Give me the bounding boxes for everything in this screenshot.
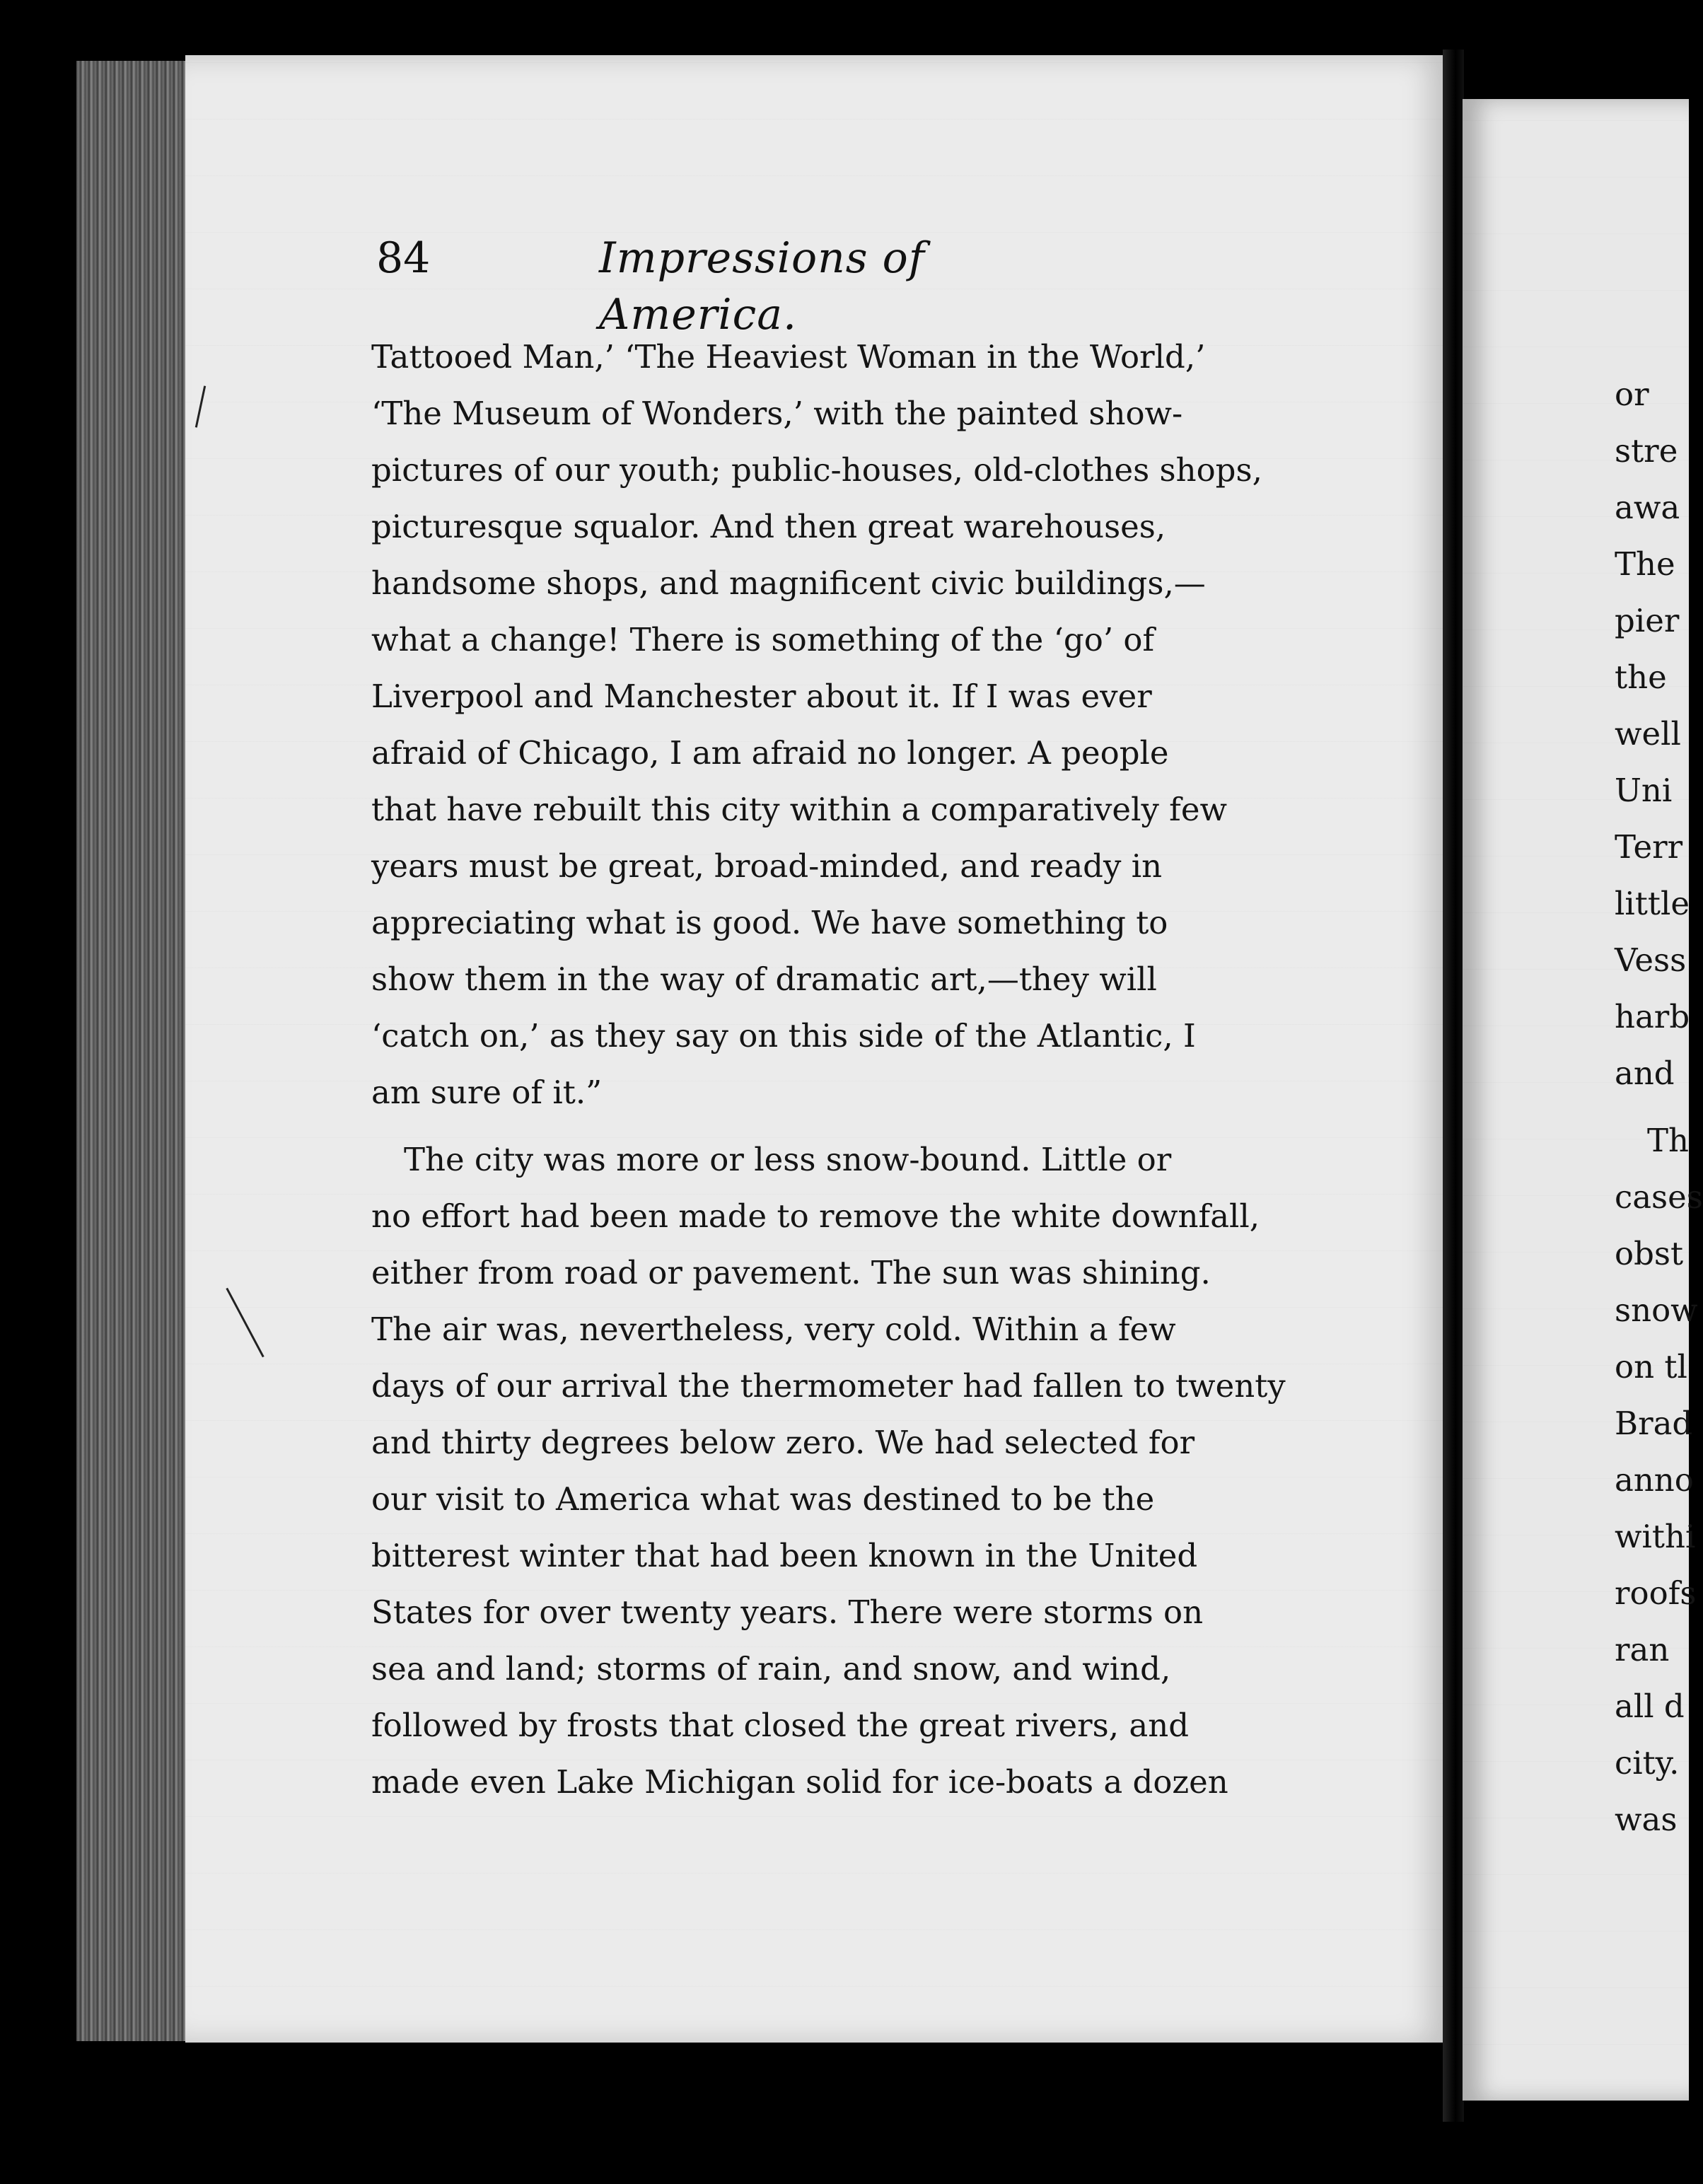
- text-line: harb: [1615, 998, 1690, 1035]
- text-line: stre: [1615, 432, 1678, 470]
- text-line: well: [1615, 715, 1681, 753]
- text-line: Terr: [1615, 828, 1683, 866]
- text-line: sea and land; storms of rain, and snow, and wind,: [371, 1650, 1171, 1688]
- text-line: Liverpool and Manchester about it. If I was ever: [371, 678, 1152, 715]
- text-line: pier: [1615, 602, 1680, 639]
- text-line: ‘catch on,’ as they say on this side of the Atlantic, I: [371, 1017, 1196, 1055]
- text-line: that have rebuilt this city within a comparatively few: [371, 791, 1227, 828]
- text-line: roofs: [1615, 1574, 1697, 1612]
- page-number: 84: [376, 233, 431, 283]
- text-line: either from road or pavement. The sun was shining.: [371, 1254, 1211, 1291]
- text-line: Brad: [1615, 1405, 1693, 1442]
- text-line: ‘The Museum of Wonders,’ with the painted show-: [371, 395, 1183, 432]
- text-line: obst: [1615, 1235, 1684, 1272]
- text-line: snow: [1615, 1291, 1698, 1329]
- text-line: Uni: [1615, 772, 1673, 809]
- text-line: our visit to America what was destined to be the: [371, 1480, 1155, 1518]
- text-line: Tattooed Man,’ ‘The Heaviest Woman in the World,’: [371, 338, 1206, 376]
- text-line: appreciating what is good. We have something to: [371, 904, 1168, 941]
- text-line: days of our arrival the thermometer had fallen to twenty: [371, 1367, 1286, 1405]
- text-line: no effort had been made to remove the white downfall,: [371, 1197, 1260, 1235]
- text-line: Vess: [1615, 941, 1687, 979]
- text-line: anno: [1615, 1461, 1694, 1499]
- text-line: awa: [1615, 489, 1680, 526]
- text-line: am sure of it.”: [371, 1074, 603, 1111]
- running-head: [376, 230, 1083, 339]
- text-line: what a change! There is something of the ‘go’ of: [371, 621, 1155, 658]
- text-line: show them in the way of dramatic art,—they will: [371, 960, 1157, 998]
- text-line: The air was, nevertheless, very cold. Within a few: [371, 1311, 1176, 1348]
- text-line: followed by frosts that closed the great rivers, and: [371, 1707, 1190, 1744]
- text-line: pictures of our youth; public-houses, old-clothes shops,: [371, 451, 1262, 489]
- text-line: the: [1615, 658, 1667, 696]
- text-line: or: [1615, 376, 1649, 413]
- text-line: little: [1615, 885, 1690, 922]
- text-line: and thirty degrees below zero. We had selected for: [371, 1424, 1195, 1461]
- text-line: withi: [1615, 1518, 1696, 1555]
- text-line: all d: [1615, 1688, 1685, 1725]
- text-line: The: [1615, 545, 1675, 583]
- text-line: cases: [1615, 1178, 1703, 1216]
- text-line: bitterest winter that had been known in the United: [371, 1537, 1198, 1574]
- text-line: afraid of Chicago, I am afraid no longer. A people: [371, 734, 1169, 772]
- text-line: on tl: [1615, 1348, 1687, 1386]
- text-line: ran: [1615, 1631, 1670, 1668]
- text-line: States for over twenty years. There were storms on: [371, 1593, 1204, 1631]
- book-gutter: [1443, 50, 1464, 2122]
- text-line: made even Lake Michigan solid for ice-boats a dozen: [371, 1763, 1228, 1801]
- text-line: years must be great, broad-minded, and ready in: [371, 847, 1163, 885]
- text-line: was: [1615, 1801, 1678, 1838]
- book-page-edges: [76, 61, 190, 2041]
- paragraph-first-line: The city was more or less snow-bound. Little or: [404, 1141, 1172, 1178]
- text-line: picturesque squalor. And then great warehouses,: [371, 508, 1166, 545]
- text-line: handsome shops, and magnificent civic buildings,—: [371, 564, 1206, 602]
- text-line: and: [1615, 1055, 1675, 1092]
- running-title: Impressions of America.: [599, 233, 925, 339]
- paragraph-first-line: Th: [1647, 1122, 1689, 1159]
- text-line: city.: [1615, 1744, 1680, 1782]
